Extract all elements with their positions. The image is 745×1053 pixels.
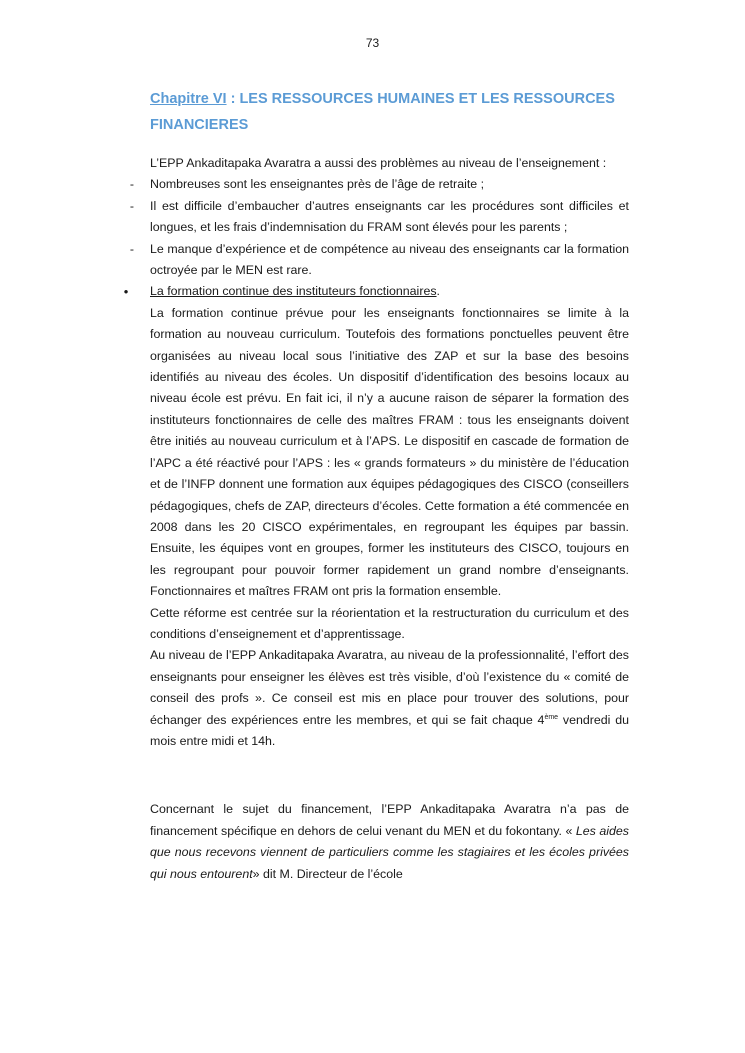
chapter-title: LES RESSOURCES HUMAINES ET LES RESSOURCES FINANCIERES — [150, 91, 615, 133]
problems-list — [129, 174, 629, 281]
training-section — [123, 281, 629, 302]
list-item-text: Nombreuses sont les enseignantes près de l’âge de retraite ; — [150, 177, 485, 192]
list-item-text: Il est difficile d’embaucher d’autres enseignants car les procédures sont difficiles et longues, et les frais d’indemnisation du FRAM sont élevés pour les parents ; — [150, 198, 629, 235]
director-quote: Les aides que nous recevons viennent de particuliers comme les stagiaires et les écoles privées qui nous entourent — [150, 823, 630, 881]
intro-paragraph: L’EPP Ankaditapaka Avaratra a aussi des problèmes au niveau de l’enseignement : — [150, 156, 607, 170]
list-item — [123, 281, 629, 302]
dash-marker: - — [129, 198, 135, 213]
dash-marker: - — [129, 241, 135, 256]
list-item-text: Le manque d’expérience et de compétence au niveau des enseignants car la formation octroyée par le MEN est rare. — [150, 241, 629, 278]
dash-marker: - — [129, 177, 135, 192]
paragraph-text: » dit M. Directeur de l’école — [252, 866, 403, 881]
training-heading-end: . — [436, 284, 440, 299]
chapter-label: Chapitre VI — [150, 91, 227, 107]
training-paragraph-2: Cette réforme est centrée sur la réorientation et la restructuration du curriculum et des conditions d’enseignement et d’apprentissage. — [150, 605, 629, 641]
chapter-separator: : — [226, 91, 240, 107]
page-number: 73 — [365, 36, 380, 50]
page-content — [123, 86, 630, 885]
financing-paragraph — [150, 799, 629, 885]
paragraph-text: Concernant le sujet du financement, l’EPP Ankaditapaka Avaratra n’a pas de financement spécifique en dehors de celui venant du MEN et du fokontany. « — [150, 802, 629, 838]
list-item — [129, 174, 629, 195]
training-paragraph-1: La formation continue prévue pour les enseignants fonctionnaires se limite à la formation au nouveau curriculum. Toutefois des formations ponctuelles peuvent être organisées au niveau local sous l’initiative des ZAP et sur la base des besoins identifiés au niveau des écoles. Un dispositif d’identification des besoins locaux au niveau école est prévu. En fait ici, il n’y a aucune raison de séparer la formation des instituteurs fonctionnaires de celle des maîtres FRAM : tous les enseignants doivent être initiés au nouveau curriculum et à l’APS. Le dispositif en cascade de formation de l’APC a été réactivé pour l’APS : les « grands formateurs » du ministère de l’éducation et de l’INFP donnent une formation aux équipes pédagogiques des CISCO (conseillers pédagogiques, chefs de ZAP, directeurs d’écoles. Cette formation a été commencée en 2008 dans les 20 CISCO expérimentales, en regroupant les équipes par bassin. Ensuite, les équipes vont en groupes, former les instituteurs des CISCO, toujours en les regroupant pour pouvoir former rapidement un grand nombre d’enseignants. Fonctionnaires et maîtres FRAM ont pris la formation ensemble. — [150, 305, 629, 599]
list-item — [129, 239, 629, 282]
training-heading: La formation continue des instituteurs fonctionnaires — [150, 284, 437, 299]
chapter-heading — [150, 86, 629, 138]
bullet-marker: • — [123, 284, 129, 300]
paragraph-text: vendredi du mois entre midi et 14h. — [150, 712, 629, 748]
training-paragraph-3 — [150, 645, 629, 752]
list-item — [129, 196, 629, 239]
ordinal-superscript: ème — [544, 713, 559, 721]
paragraph-text: Au niveau de l’EPP Ankaditapaka Avaratra, au niveau de la professionnalité, l’effort des enseignants pour enseigner les élèves est très visible, d’où l’existence du « comité de conseil des profs ». Ce conseil est mis en place pour trouver des solutions, pour échanger des expériences entre les membres, et qui se fait chaque 4 — [150, 648, 629, 727]
